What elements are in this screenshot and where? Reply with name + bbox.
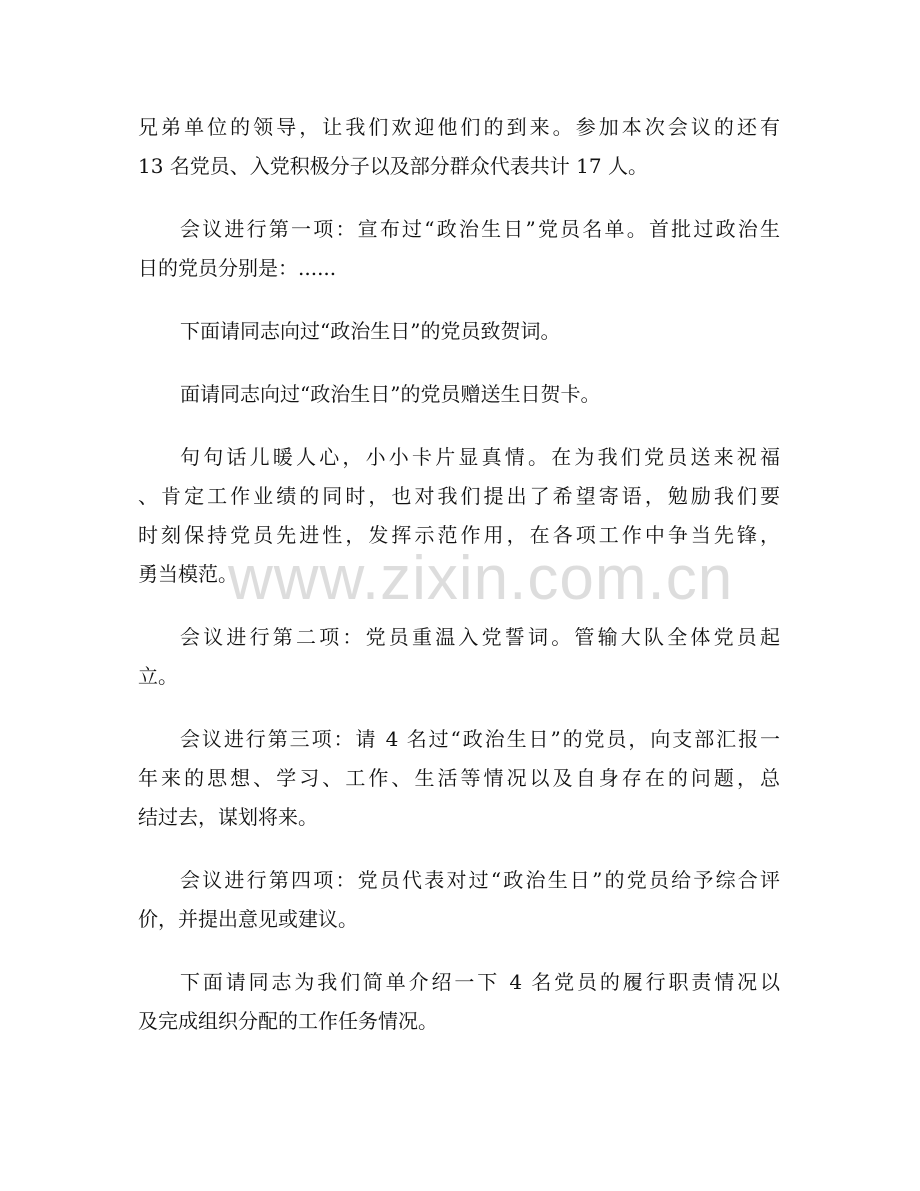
paragraph — [138, 720, 780, 837]
paragraph — [138, 861, 780, 939]
text-line: 13 名党员、入党积极分子以及部分群众代表共计 17 人。 — [138, 154, 648, 178]
text-line: 日的党员分别是：...... — [138, 256, 337, 280]
text-line: 会议进行第三项：请 4 名过“政治生日”的党员，向支部汇报一 — [180, 727, 780, 751]
text-line: 及完成组织分配的工作任务情况。 — [138, 1009, 438, 1033]
paragraph — [138, 438, 780, 594]
text-line: 年来的思想、学习、工作、生活等情况以及自身存在的问题，总 — [138, 766, 780, 790]
text-line: 兄弟单位的领导，让我们欢迎他们的到来。参加本次会议的还有 — [138, 115, 780, 139]
paragraph — [138, 618, 780, 696]
paragraph — [138, 375, 780, 414]
text-line: 勇当模范。 — [138, 562, 238, 586]
text-line: 、肯定工作业绩的同时，也对我们提出了希望寄语，勉励我们要 — [138, 484, 780, 508]
text-line: 会议进行第四项：党员代表对过“政治生日”的党员给予综合评 — [180, 868, 780, 892]
text-line: 句句话儿暖人心，小小卡片显真情。在为我们党员送来祝福 — [180, 445, 780, 469]
text-line: 结过去，谋划将来。 — [138, 805, 318, 829]
text-line: 时刻保持党员先进性，发挥示范作用，在各项工作中争当先锋， — [138, 523, 780, 547]
text-line: 会议进行第一项：宣布过“政治生日”党员名单。首批过政治生 — [180, 217, 780, 241]
paragraph — [138, 210, 780, 288]
paragraph — [138, 108, 780, 186]
watermark: www.zixin.com.cn — [228, 544, 734, 613]
text-line: 面请同志向过“政治生日”的党员赠送生日贺卡。 — [180, 382, 601, 406]
text-line: 下面请同志为我们简单介绍一下 4 名党员的履行职责情况以 — [180, 970, 780, 994]
paragraph — [138, 312, 780, 351]
document-body — [138, 108, 780, 1065]
text-line: 价，并提出意见或建议。 — [138, 907, 358, 931]
text-line: 会议进行第二项：党员重温入党誓词。管输大队全体党员起 — [180, 625, 780, 649]
text-line: 立。 — [138, 664, 178, 688]
paragraph — [138, 963, 780, 1041]
text-line: 下面请同志向过“政治生日”的党员致贺词。 — [180, 319, 561, 343]
